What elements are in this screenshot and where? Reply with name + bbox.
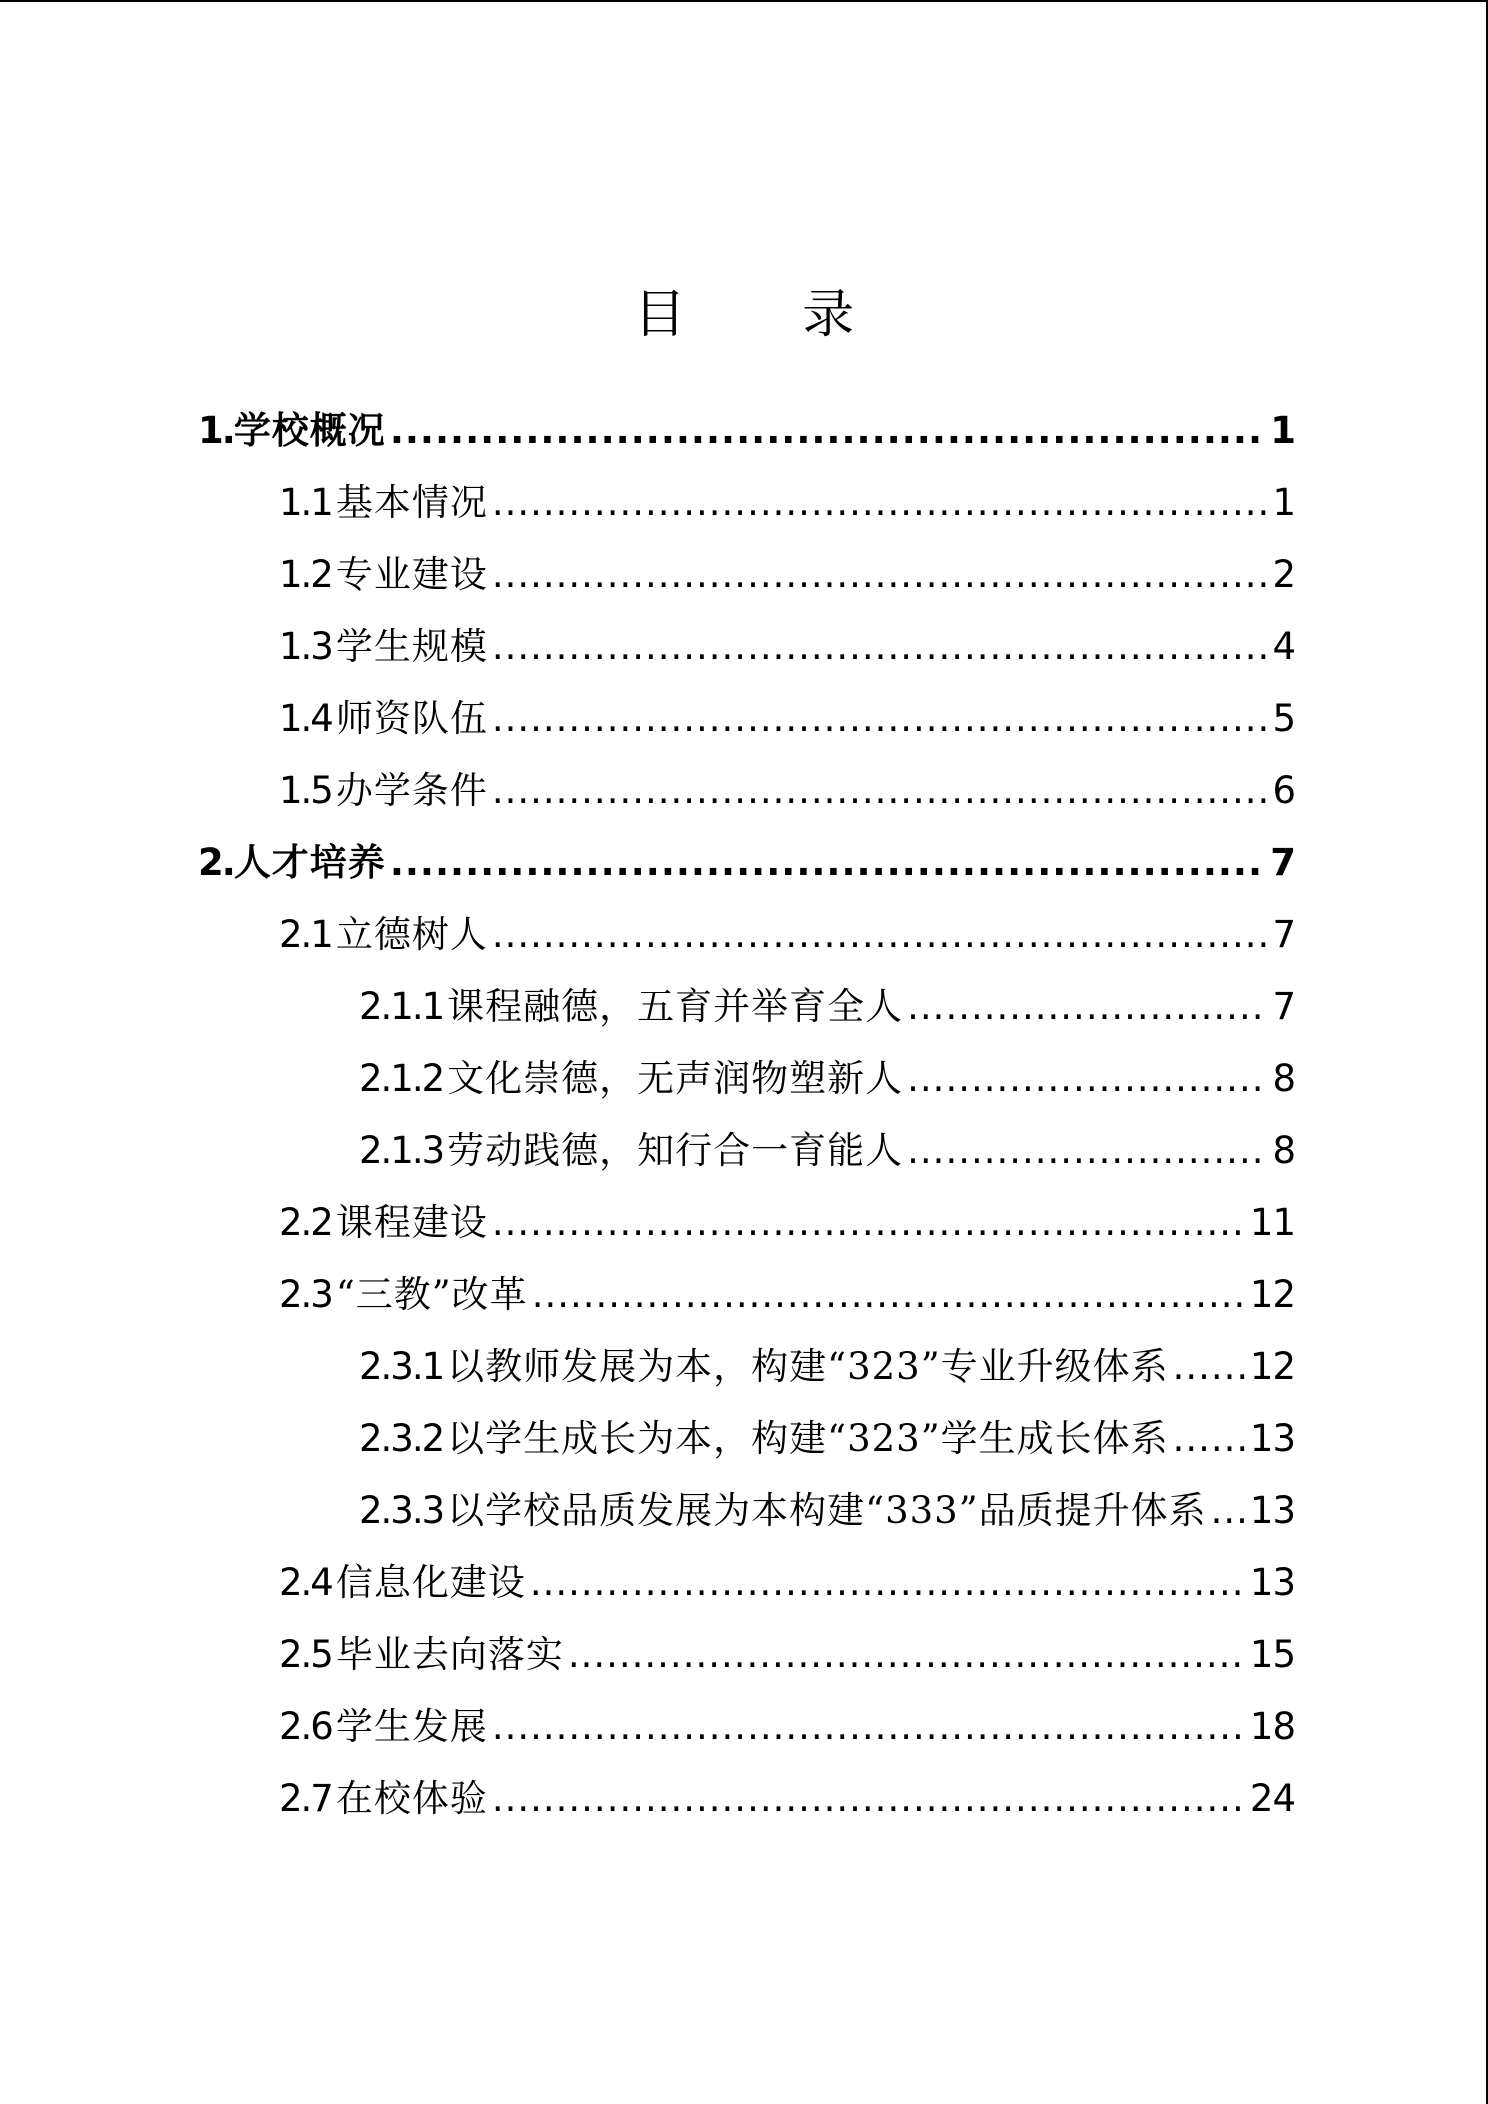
toc-entry[interactable] (279, 622, 1295, 672)
toc-entry-label: 课程建设 (335, 1201, 488, 1244)
toc-entry-number: 2.3.2 (359, 1417, 444, 1460)
toc-entry-label: “三教”改革 (335, 1273, 528, 1316)
toc-dot-leader (492, 694, 1269, 744)
toc-dot-leader (568, 1630, 1246, 1680)
toc-entry[interactable] (279, 1774, 1295, 1824)
toc-entry-number: 1.1 (279, 481, 332, 524)
toc-entry-label: 以教师发展为本，构建“323”专业升级体系 (447, 1345, 1169, 1388)
toc-entry-page: 8 (1272, 1057, 1295, 1100)
toc-entry[interactable] (279, 910, 1295, 960)
toc-entry-number: 2. (198, 841, 234, 884)
toc-entry-number: 2.2 (279, 1201, 332, 1244)
toc-entry-label: 毕业去向落实 (335, 1633, 564, 1676)
toc-entry-number: 2.6 (279, 1705, 332, 1748)
toc-entry[interactable] (279, 1270, 1295, 1320)
toc-entry[interactable] (279, 1558, 1295, 1608)
toc-entry[interactable] (279, 1630, 1295, 1680)
toc-entry-page: 4 (1272, 625, 1295, 668)
toc-entry-page: 13 (1249, 1561, 1295, 1604)
toc-entry[interactable] (198, 838, 1295, 888)
toc-entry[interactable] (279, 694, 1295, 744)
toc-dot-leader (907, 1126, 1268, 1176)
toc-entry-number: 1.2 (279, 553, 332, 596)
toc-dot-leader (907, 1054, 1268, 1104)
toc-dot-leader (390, 838, 1266, 888)
toc-dot-leader (492, 766, 1269, 816)
toc-entry-number: 2.3.1 (359, 1345, 444, 1388)
toc-entry[interactable] (359, 1342, 1295, 1392)
toc-entry-page: 12 (1249, 1345, 1295, 1388)
toc-entry-page: 24 (1249, 1777, 1295, 1820)
toc-entry-number: 1.3 (279, 625, 332, 668)
toc-entry[interactable] (359, 1126, 1295, 1176)
toc-entry[interactable] (279, 550, 1295, 600)
toc-entry-label: 学校概况 (233, 409, 386, 452)
toc-entry[interactable] (279, 766, 1295, 816)
toc-dot-leader (907, 982, 1268, 1032)
toc-entry-page: 15 (1249, 1633, 1295, 1676)
toc-entry-page: 11 (1249, 1201, 1295, 1244)
toc-entry-page: 13 (1249, 1489, 1295, 1532)
toc-entry[interactable] (198, 406, 1295, 456)
toc-entry-page: 13 (1249, 1417, 1295, 1460)
toc-dot-leader (1173, 1414, 1246, 1464)
toc-entry-page: 7 (1272, 913, 1295, 956)
toc-entry-label: 师资队伍 (335, 697, 488, 740)
toc-entry-number: 1. (198, 409, 234, 452)
toc-dot-leader (492, 1774, 1246, 1824)
toc-entry[interactable] (279, 1198, 1295, 1248)
toc-entry[interactable] (279, 478, 1295, 528)
toc-entry-page: 6 (1272, 769, 1295, 812)
page-top-border (0, 0, 1488, 2)
toc-entry-label: 办学条件 (335, 769, 488, 812)
toc-dot-leader (1173, 1342, 1246, 1392)
toc-entry-page: 7 (1272, 985, 1295, 1028)
toc-entry-number: 1.5 (279, 769, 332, 812)
toc-dot-leader (1211, 1486, 1246, 1536)
toc-entry-page: 12 (1249, 1273, 1295, 1316)
toc-dot-leader (492, 622, 1269, 672)
toc-entry-number: 1.4 (279, 697, 332, 740)
toc-entry-page: 18 (1249, 1705, 1295, 1748)
toc-entry-label: 文化崇德，无声润物塑新人 (447, 1057, 904, 1100)
toc-dot-leader (492, 1198, 1246, 1248)
toc-entry-number: 2.4 (279, 1561, 332, 1604)
toc-entry-number: 2.5 (279, 1633, 332, 1676)
toc-entry-number: 2.1.1 (359, 985, 444, 1028)
toc-dot-leader (532, 1270, 1246, 1320)
toc-entry-label: 课程融德，五育并举育全人 (447, 985, 904, 1028)
toc-entry[interactable] (359, 1414, 1295, 1464)
toc-entry-number: 2.3 (279, 1273, 332, 1316)
toc-entry-label: 学生规模 (335, 625, 488, 668)
toc-entry-label: 基本情况 (335, 481, 488, 524)
toc-entry-number: 2.3.3 (359, 1489, 444, 1532)
toc-dot-leader (492, 550, 1269, 600)
toc-entry[interactable] (359, 1486, 1295, 1536)
toc-entry[interactable] (359, 1054, 1295, 1104)
toc-entry-label: 以学生成长为本，构建“323”学生成长体系 (447, 1417, 1169, 1460)
toc-entry-number: 2.1 (279, 913, 332, 956)
toc-entry-label: 专业建设 (335, 553, 488, 596)
toc-entry-number: 2.1.2 (359, 1057, 444, 1100)
toc-entry-label: 在校体验 (335, 1777, 488, 1820)
toc-dot-leader (390, 406, 1266, 456)
toc-dot-leader (492, 1702, 1246, 1752)
toc-dot-leader (492, 910, 1269, 960)
toc-entry-label: 学生发展 (335, 1705, 488, 1748)
toc-entry-page: 5 (1272, 697, 1295, 740)
toc-entry[interactable] (359, 982, 1295, 1032)
toc-entry-number: 2.7 (279, 1777, 332, 1820)
toc-entry-page: 7 (1270, 841, 1295, 884)
toc-title: 目 录 (633, 285, 905, 345)
toc-dot-leader (492, 478, 1269, 528)
toc-entry-label: 人才培养 (233, 841, 386, 884)
toc-entry-label: 立德树人 (335, 913, 488, 956)
toc-entry-number: 2.1.3 (359, 1129, 444, 1172)
toc-entry-label: 信息化建设 (335, 1561, 526, 1604)
toc-entry-page: 1 (1270, 409, 1295, 452)
toc-entry[interactable] (279, 1702, 1295, 1752)
toc-dot-leader (530, 1558, 1246, 1608)
toc-entry-label: 劳动践德，知行合一育能人 (447, 1129, 904, 1172)
toc-entry-page: 2 (1272, 553, 1295, 596)
toc-entry-page: 1 (1272, 481, 1295, 524)
toc-entry-page: 8 (1272, 1129, 1295, 1172)
toc-entry-label: 以学校品质发展为本构建“333”品质提升体系 (447, 1489, 1207, 1532)
